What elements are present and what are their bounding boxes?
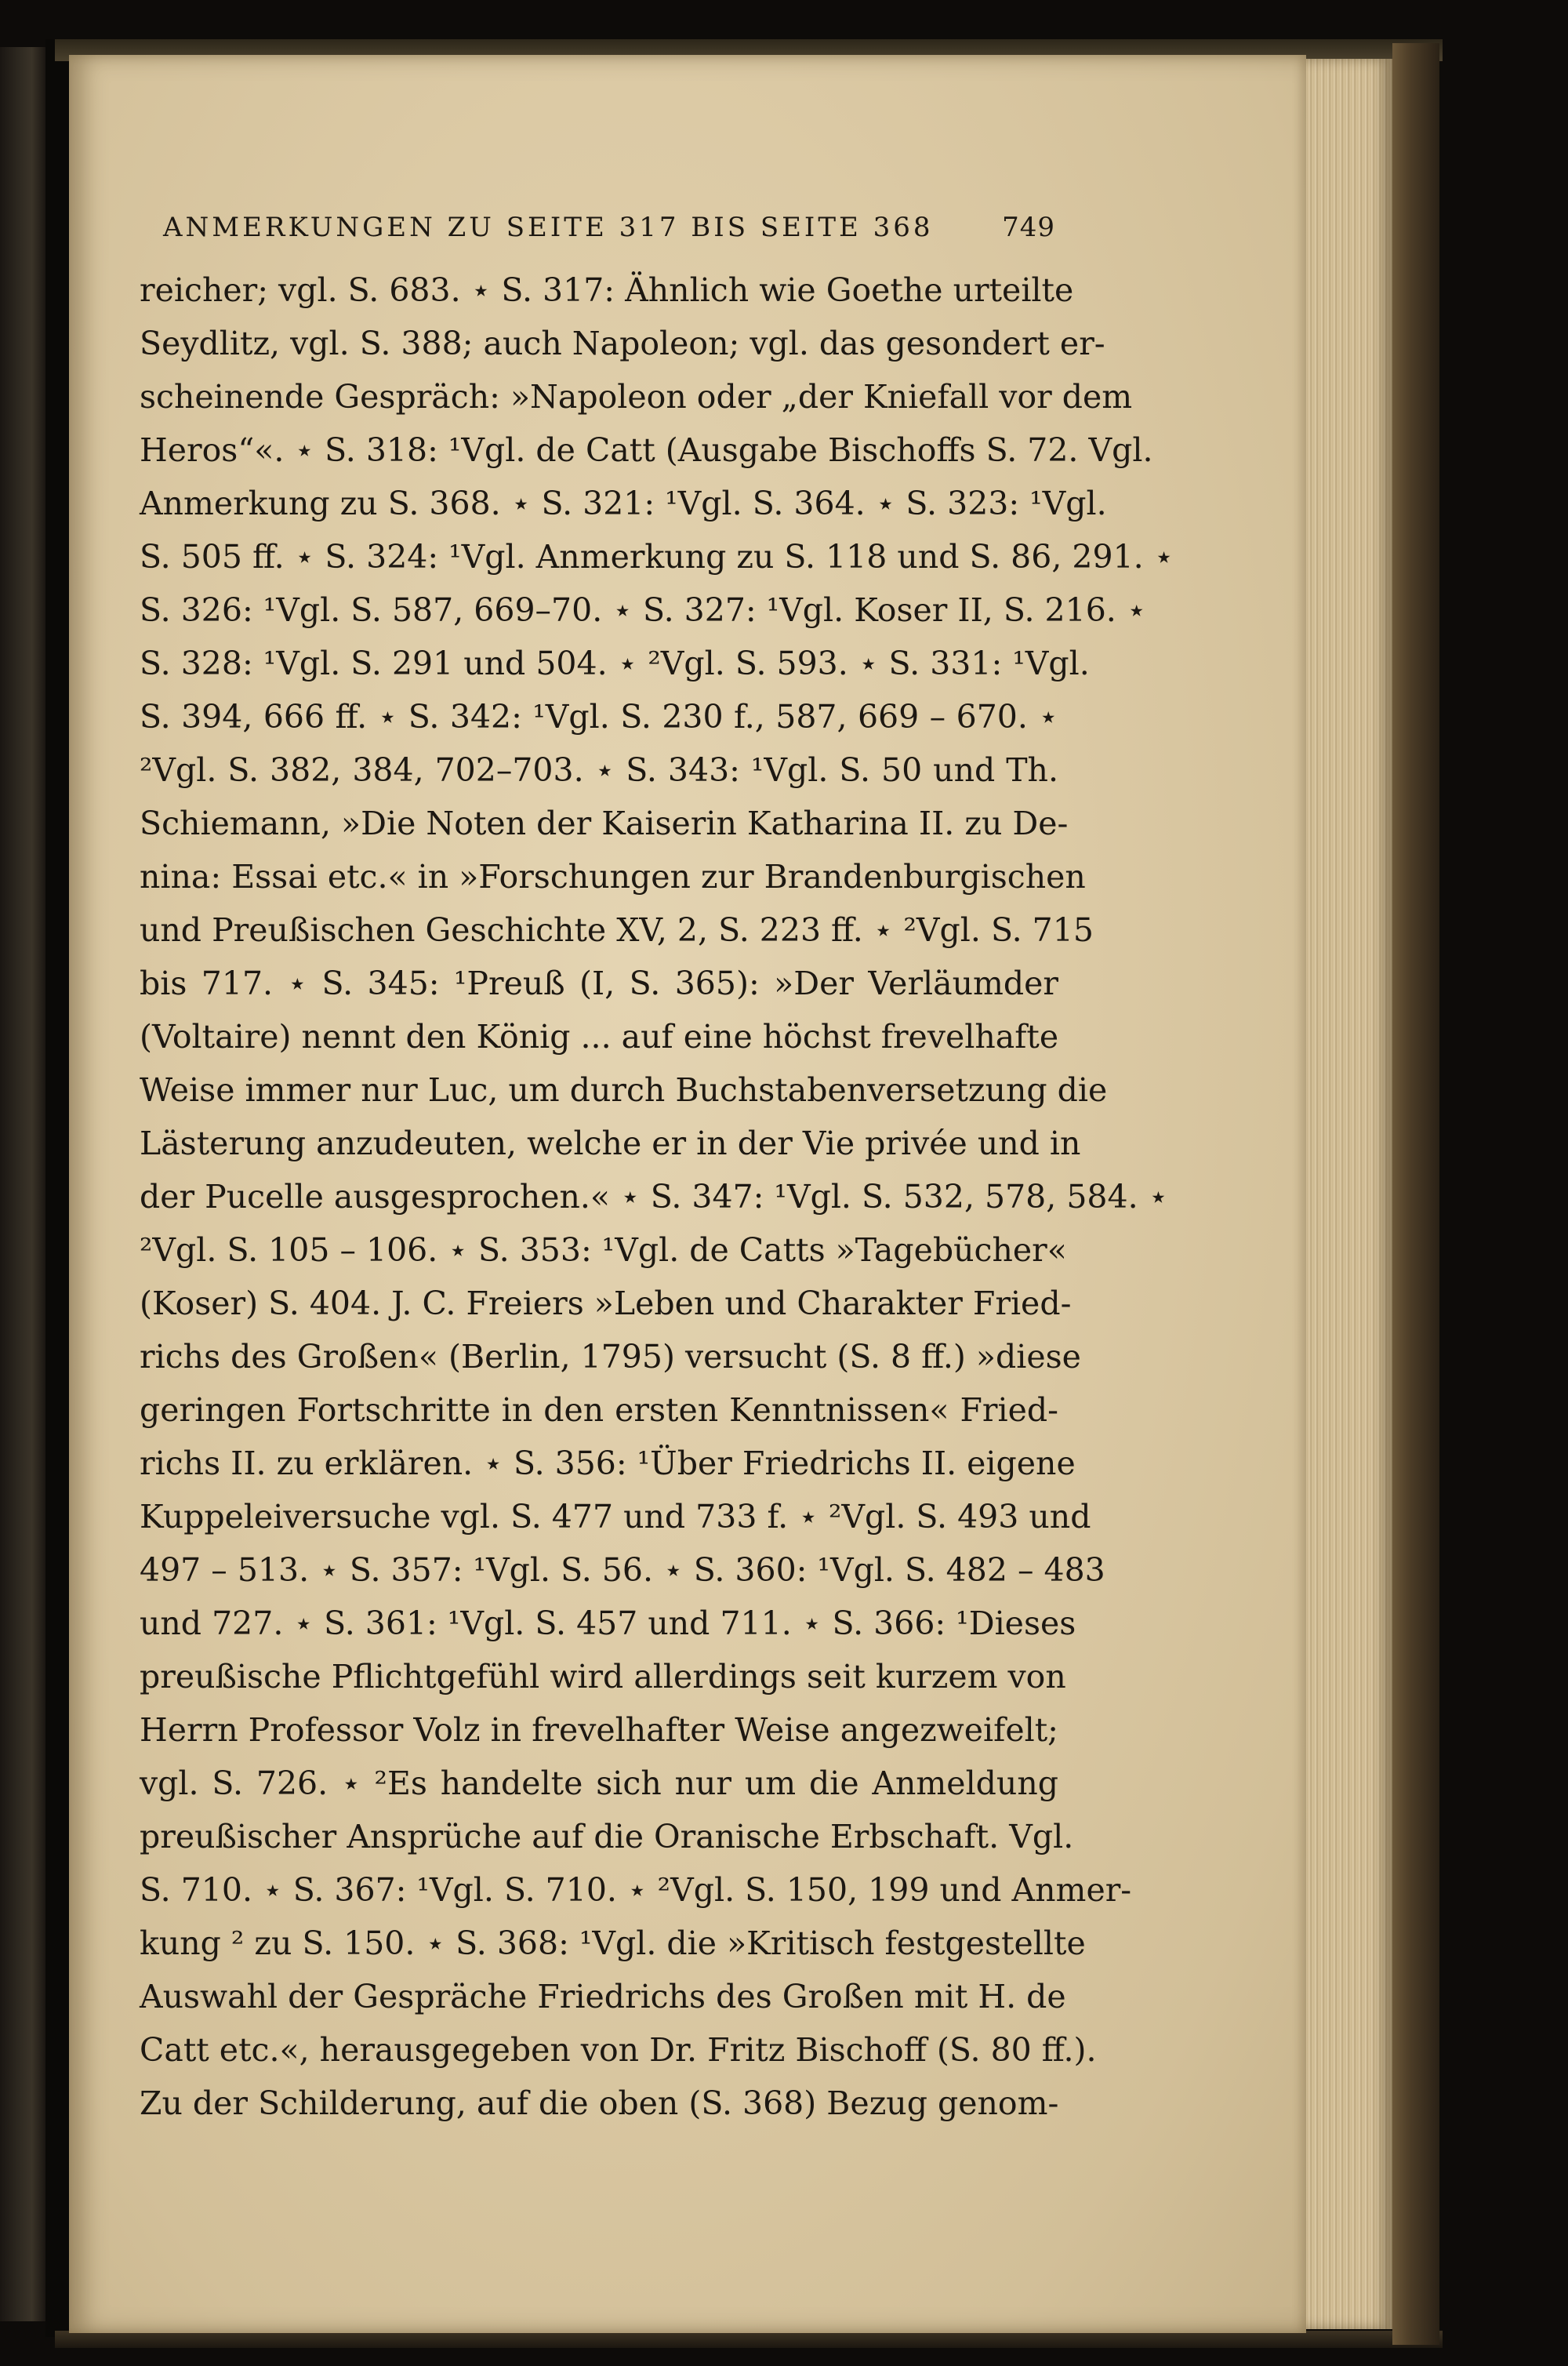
text-line: S. 710. ⋆ S. 367: ¹Vgl. S. 710. ⋆ ²Vgl. S. 150, 199 und Anmer- <box>140 1871 1132 1909</box>
text-line: Catt etc.«, herausgegeben von Dr. Fritz Bischoff (S. 80 ff.). <box>140 2031 1097 2069</box>
text-line: S. 505 ff. ⋆ S. 324: ¹Vgl. Anmerkung zu S. 118 und S. 86, 291. ⋆ <box>140 538 1174 576</box>
text-line: S. 394, 666 ff. ⋆ S. 342: ¹Vgl. S. 230 f., 587, 669 – 670. ⋆ <box>140 698 1058 736</box>
text-line: vgl. S. 726. ⋆ ²Es handelte sich nur um die Anmeldung <box>140 1765 1058 1802</box>
running-header-title: ANMERKUNGEN ZU SEITE 317 BIS SEITE 368 <box>163 212 934 243</box>
text-line: richs des Großen« (Berlin, 1795) versucht (S. 8 ff.) »diese <box>140 1338 1081 1376</box>
text-line: und 727. ⋆ S. 361: ¹Vgl. S. 457 und 711. ⋆ S. 366: ¹Dieses <box>140 1605 1076 1642</box>
text-line: 497 – 513. ⋆ S. 357: ¹Vgl. S. 56. ⋆ S. 360: ¹Vgl. S. 482 – 483 <box>140 1551 1105 1589</box>
text-line: nina: Essai etc.« in »Forschungen zur Brandenburgischen <box>140 858 1086 896</box>
text-line: (Koser) S. 404. J. C. Freiers »Leben und Charakter Fried- <box>140 1285 1072 1322</box>
text-line: Kuppeleiversuche vgl. S. 477 und 733 f. ⋆ ²Vgl. S. 493 und <box>140 1498 1091 1536</box>
page-number: 749 <box>1002 212 1055 243</box>
book-cover-bottom <box>55 2331 1443 2348</box>
text-line: Herrn Professor Volz in frevelhafter Weise angezweifelt; <box>140 1711 1058 1749</box>
text-line: (Voltaire) nennt den König ... auf eine höchst frevelhafte <box>140 1018 1059 1056</box>
text-line: Anmerkung zu S. 368. ⋆ S. 321: ¹Vgl. S. 364. ⋆ S. 323: ¹Vgl. <box>140 485 1107 522</box>
left-page-edge <box>0 47 45 2321</box>
text-line: richs II. zu erklären. ⋆ S. 356: ¹Über Friedrichs II. eigene <box>140 1445 1076 1482</box>
text-line: ²Vgl. S. 105 – 106. ⋆ S. 353: ¹Vgl. de Catts »Tagebücher« <box>140 1231 1067 1269</box>
text-line: S. 328: ¹Vgl. S. 291 und 504. ⋆ ²Vgl. S. 593. ⋆ S. 331: ¹Vgl. <box>140 645 1090 682</box>
text-line: bis 717. ⋆ S. 345: ¹Preuß (I, S. 365): »Der Verläumder <box>140 965 1058 1002</box>
text-line: Seydlitz, vgl. S. 388; auch Napoleon; vgl. das gesondert er- <box>140 325 1105 362</box>
text-line: preußische Pflichtgefühl wird allerdings seit kurzem von <box>140 1658 1066 1695</box>
text-line: und Preußischen Geschichte XV, 2, S. 223 ff. ⋆ ²Vgl. S. 715 <box>140 911 1094 949</box>
book-gutter <box>45 39 69 2337</box>
text-line: scheinende Gespräch: »Napoleon oder „der Kniefall vor dem <box>140 378 1133 416</box>
text-line: kung ² zu S. 150. ⋆ S. 368: ¹Vgl. die »Kritisch festgestellte <box>140 1924 1086 1962</box>
book-cover-right <box>1392 43 1439 2345</box>
text-line: ²Vgl. S. 382, 384, 702–703. ⋆ S. 343: ¹Vgl. S. 50 und Th. <box>140 751 1058 789</box>
page-stack-edges <box>1306 59 1392 2329</box>
text-line: preußischer Ansprüche auf die Oranische Erbschaft. Vgl. <box>140 1818 1074 1855</box>
running-header <box>163 212 1055 259</box>
text-line: reicher; vgl. S. 683. ⋆ S. 317: Ähnlich wie Goethe urteilte <box>140 271 1074 309</box>
text-line: der Pucelle ausgesprochen.« ⋆ S. 347: ¹Vgl. S. 532, 578, 584. ⋆ <box>140 1178 1169 1216</box>
text-line: Weise immer nur Luc, um durch Buchstabenversetzung die <box>140 1071 1108 1109</box>
text-line: Heros“«. ⋆ S. 318: ¹Vgl. de Catt (Ausgabe Bischoffs S. 72. Vgl. <box>140 431 1153 469</box>
text-line: Auswahl der Gespräche Friedrichs des Großen mit H. de <box>140 1978 1066 2015</box>
text-line: Lästerung anzudeuten, welche er in der Vie privée und in <box>140 1125 1081 1162</box>
text-line: geringen Fortschritte in den ersten Kenntnissen« Fried- <box>140 1391 1058 1429</box>
text-line: Schiemann, »Die Noten der Kaiserin Katharina II. zu De- <box>140 805 1069 842</box>
text-line: Zu der Schilderung, auf die oben (S. 368) Bezug genom- <box>140 2084 1059 2122</box>
text-line: S. 326: ¹Vgl. S. 587, 669–70. ⋆ S. 327: ¹Vgl. Koser II, S. 216. ⋆ <box>140 591 1147 629</box>
